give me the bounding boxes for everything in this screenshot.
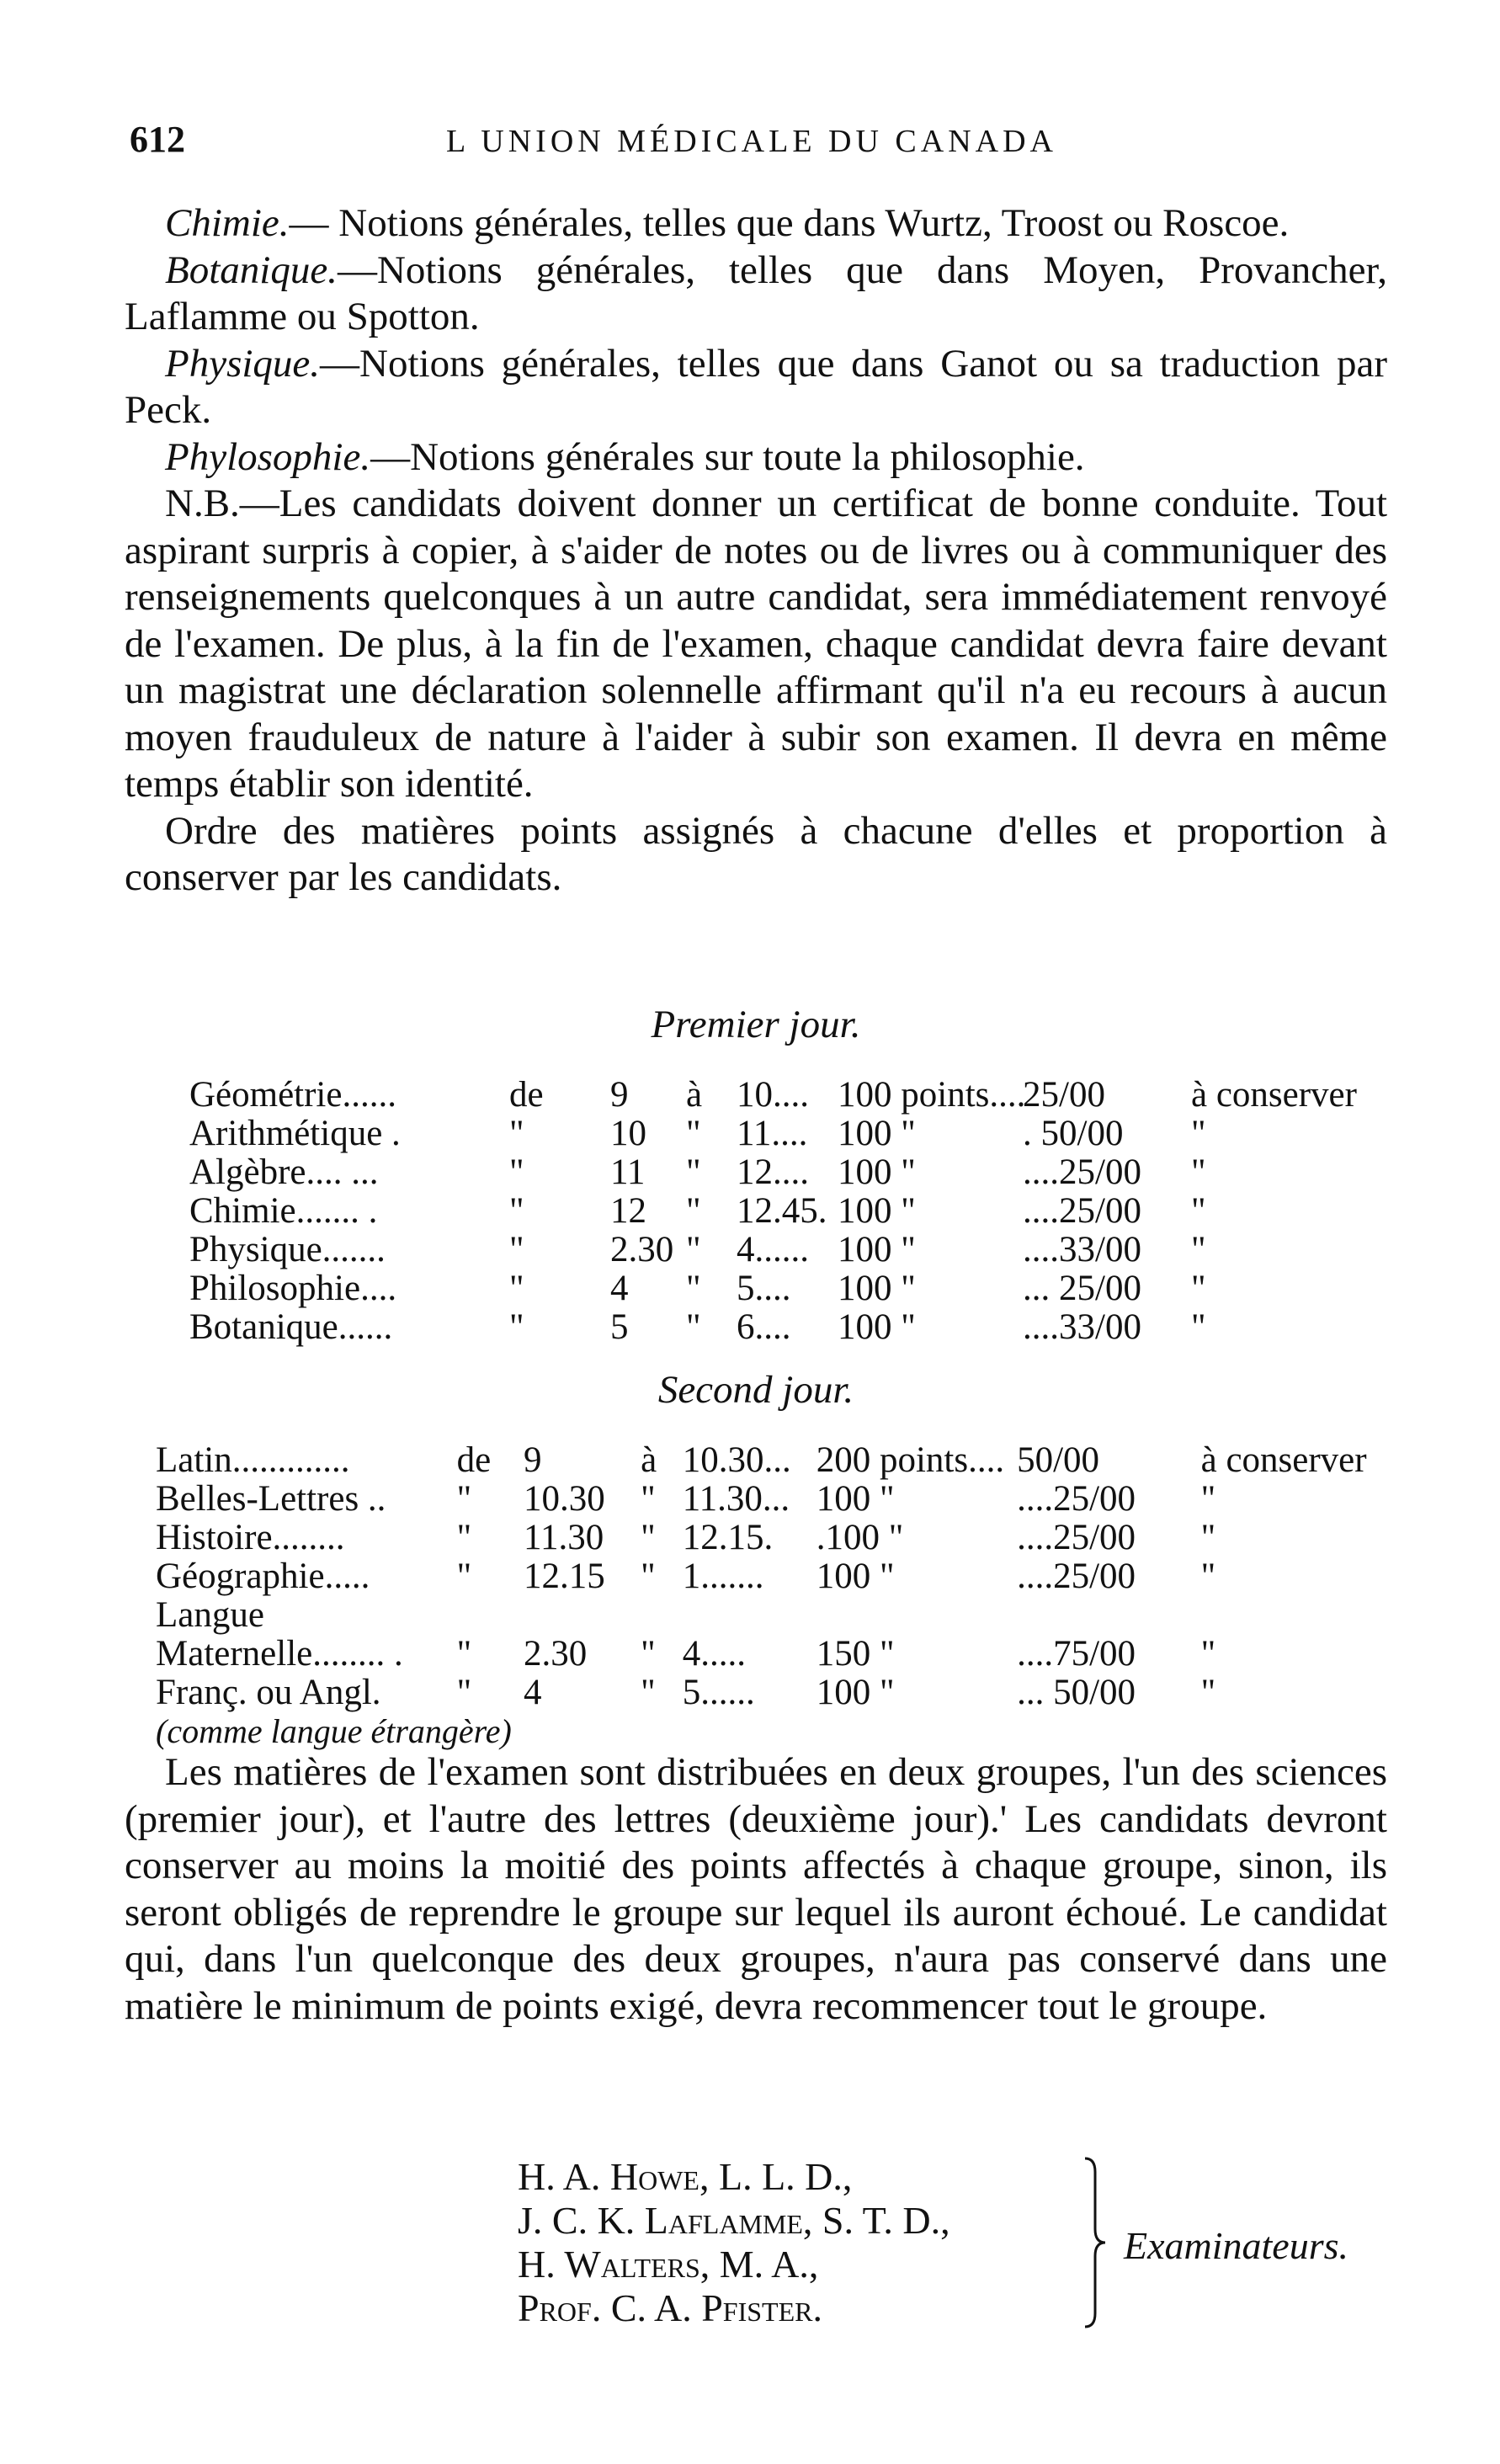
subject-name: Physique.	[165, 341, 321, 386]
row-de: "	[456, 1479, 472, 1519]
row-subject: Franç. ou Angl.	[156, 1673, 381, 1712]
table-row	[189, 1153, 1410, 1192]
program-paragraph-chimie	[125, 200, 1387, 247]
row-a: "	[641, 1673, 656, 1712]
order-intro-paragraph: Ordre des matières points assignés à chacune d'elles et proportion à conserver par les candidats.	[125, 808, 1387, 899]
row-subject: Belles-Lettres ..	[156, 1479, 386, 1519]
closing-section	[125, 1749, 1387, 2030]
row-a: "	[686, 1230, 701, 1269]
signature-name: H. Walters, M. A.,	[518, 2243, 819, 2286]
row-a: "	[641, 1634, 656, 1674]
row-tail: à conserver	[1200, 1440, 1367, 1480]
row-subject: Latin.............	[156, 1440, 350, 1480]
row-points: 100 "	[838, 1114, 916, 1153]
row-end: 10.30...	[682, 1440, 791, 1480]
program-paragraph-physique	[125, 341, 1387, 434]
table-row	[156, 1674, 1402, 1712]
row-end: 12.45.	[737, 1191, 827, 1231]
row-tail: "	[1191, 1152, 1206, 1192]
row-subject: Histoire........	[156, 1518, 345, 1557]
row-subject: Géographie.....	[156, 1557, 370, 1596]
row-keep: ... 25/00	[1023, 1269, 1141, 1308]
table-note: (comme langue étrangère)	[156, 1712, 512, 1750]
subject-text: —Notions générales, telles que dans Ganot ou sa traduction par Peck.	[125, 341, 1387, 432]
row-points: 100 "	[816, 1479, 895, 1519]
row-points: 100 "	[838, 1269, 916, 1308]
row-start: 11	[610, 1152, 646, 1192]
row-points: 100 "	[838, 1230, 916, 1269]
table-row	[156, 1519, 1402, 1557]
row-a: "	[686, 1114, 701, 1153]
row-end: 11.30...	[682, 1479, 790, 1519]
row-subject: Botanique......	[189, 1307, 393, 1347]
row-de: "	[456, 1634, 472, 1674]
row-points: 100 "	[838, 1191, 916, 1231]
row-points: .100 "	[816, 1518, 904, 1557]
page-number: 612	[130, 119, 185, 160]
row-de: "	[456, 1673, 472, 1712]
day1-heading: Premier jour.	[651, 1003, 861, 1046]
row-points: 100 "	[816, 1673, 895, 1712]
row-keep: ....25/00	[1017, 1479, 1136, 1519]
signature-name: J. C. K. Laflamme, S. T. D.,	[518, 2199, 950, 2242]
row-tail: à conserver	[1191, 1075, 1357, 1115]
row-subject: Philosophie....	[189, 1269, 397, 1308]
row-de: "	[509, 1230, 524, 1269]
row-a: "	[686, 1269, 701, 1308]
row-tail: "	[1200, 1634, 1216, 1674]
row-a: "	[686, 1152, 701, 1192]
table-row	[189, 1308, 1410, 1347]
row-start: 12.15	[524, 1557, 605, 1596]
row-subject: Algèbre.... ...	[189, 1152, 379, 1192]
examiners-label: Examinateurs.	[1124, 2224, 1349, 2267]
nb-paragraph	[125, 481, 1387, 808]
row-points: 200 points....	[816, 1440, 1005, 1480]
row-tail: "	[1200, 1557, 1216, 1596]
page-header	[126, 118, 1389, 168]
row-de: "	[509, 1191, 524, 1231]
row-de: "	[509, 1307, 524, 1347]
row-a: à	[686, 1075, 703, 1115]
table-row	[189, 1115, 1410, 1153]
row-tail: "	[1191, 1230, 1206, 1269]
nb-label: N.B.	[165, 482, 240, 525]
subject-text: —Notions générales sur toute la philosophie.	[370, 434, 1085, 479]
subject-name: Botanique.	[165, 247, 338, 292]
row-de: "	[456, 1557, 472, 1596]
row-start: 10.30	[524, 1479, 605, 1519]
row-keep: 50/00	[1017, 1440, 1100, 1480]
row-a: "	[641, 1557, 656, 1596]
row-end: 1.......	[682, 1557, 764, 1596]
row-points: 100 "	[838, 1307, 916, 1347]
row-points: 100 points....	[838, 1075, 1026, 1115]
row-start: 9	[524, 1440, 542, 1480]
table-row	[189, 1269, 1410, 1308]
day2-timetable	[156, 1441, 1402, 1751]
row-de: "	[509, 1114, 524, 1153]
row-end: 4.....	[682, 1634, 747, 1674]
row-end: 4......	[737, 1230, 809, 1269]
row-start: 4	[610, 1269, 629, 1308]
running-head: L UNION MÉDICALE DU CANADA	[446, 124, 1057, 159]
table-row	[156, 1596, 1402, 1674]
row-de: "	[509, 1269, 524, 1308]
row-keep: ... 50/00	[1017, 1673, 1136, 1712]
row-subject: Géométrie......	[189, 1075, 396, 1115]
closing-paragraph: Les matières de l'examen sont distribuées en deux groupes, l'un des sciences (premier jour), et l'autre des lettres (deuxième jour).' Les candidats devront conserver au moins la moitié des points affectés à chaque groupe, sinon, ils seront obligés de reprendre le groupe sur lequel ils auront échoué. Le candidat qui, dans l'un quelconque des deux groupes, n'aura pas conservé dans une matière le minimum de points exigé, devra recommencer tout le groupe.	[125, 1750, 1387, 2028]
signature-block	[518, 2155, 1359, 2330]
row-de: de	[456, 1440, 492, 1480]
table-row	[189, 1231, 1410, 1269]
row-end: 5....	[737, 1269, 791, 1308]
table-row	[156, 1480, 1402, 1519]
row-de: de	[509, 1075, 544, 1115]
signature-name: H. A. Howe, L. L. D.,	[518, 2155, 853, 2198]
row-end: 11....	[737, 1114, 808, 1153]
subject-text: —Notions générales, telles que dans Moyen, Provancher, Laflamme ou Spotton.	[125, 247, 1387, 338]
row-end: 5......	[682, 1673, 755, 1712]
row-keep: ....25/00	[1023, 1152, 1141, 1192]
row-a: "	[641, 1518, 656, 1557]
table-row	[156, 1557, 1402, 1596]
row-keep: 25/00	[1023, 1075, 1105, 1115]
row-end: 12.15.	[682, 1518, 774, 1557]
subject-name: Phylosophie.	[165, 434, 371, 479]
row-a: "	[686, 1307, 701, 1347]
row-points: 100 "	[816, 1557, 895, 1596]
row-start: 5	[610, 1307, 629, 1347]
program-section	[125, 200, 1387, 902]
row-keep: ....33/00	[1023, 1307, 1141, 1347]
row-keep: ....75/00	[1017, 1634, 1136, 1674]
row-points: 150 "	[816, 1634, 895, 1674]
row-subject: Physique.......	[189, 1230, 386, 1269]
row-subject: Arithmétique .	[189, 1114, 401, 1153]
row-keep: ....25/00	[1017, 1557, 1136, 1596]
row-tail: "	[1200, 1479, 1216, 1519]
signature-name: Prof. C. A. Pfister.	[518, 2286, 822, 2329]
row-keep: ....33/00	[1023, 1230, 1141, 1269]
row-tail: "	[1191, 1307, 1206, 1347]
program-paragraph-philosophie	[125, 434, 1387, 482]
row-keep: . 50/00	[1023, 1114, 1124, 1153]
table-row	[156, 1441, 1402, 1480]
row-de: "	[456, 1518, 472, 1557]
row-tail: "	[1191, 1191, 1206, 1231]
row-start: 12	[610, 1191, 646, 1231]
row-tail: "	[1191, 1114, 1206, 1153]
row-start: 2.30	[610, 1230, 674, 1269]
program-paragraph-botanique	[125, 247, 1387, 341]
row-end: 12....	[737, 1152, 809, 1192]
right-brace-icon	[1082, 2155, 1107, 2330]
row-start: 10	[610, 1114, 646, 1153]
subject-text: — Notions générales, telles que dans Wurtz, Troost ou Roscoe.	[289, 201, 1290, 245]
day1-timetable	[189, 1076, 1410, 1347]
table-row	[189, 1192, 1410, 1231]
row-start: 2.30	[524, 1634, 588, 1674]
row-tail: "	[1200, 1673, 1216, 1712]
row-tail: "	[1200, 1518, 1216, 1557]
row-de: "	[509, 1152, 524, 1192]
row-keep: ....25/00	[1023, 1191, 1141, 1231]
row-end: 6....	[737, 1307, 791, 1347]
row-start: 4	[524, 1673, 542, 1712]
table-row	[189, 1076, 1410, 1115]
row-points: 100 "	[838, 1152, 916, 1192]
row-start: 11.30	[524, 1518, 604, 1557]
row-end: 10....	[737, 1075, 809, 1115]
row-a: "	[686, 1191, 701, 1231]
day2-heading: Second jour.	[657, 1368, 854, 1412]
row-a: "	[641, 1479, 656, 1519]
row-a: à	[641, 1440, 657, 1480]
row-start: 9	[610, 1075, 629, 1115]
subject-name: Chimie.	[165, 201, 290, 245]
row-subject: Chimie....... .	[189, 1191, 378, 1231]
row-keep: ....25/00	[1017, 1518, 1136, 1557]
row-subject: Langue Maternelle........ .	[156, 1595, 403, 1674]
row-tail: "	[1191, 1269, 1206, 1308]
nb-text: —Les candidats doivent donner un certificat de bonne conduite. Tout aspirant surpris à copier, à s'aider de notes ou de livres ou à communiquer des renseignements quelconques à un autre candidat, sera immédiatement renvoyé de l'examen. De plus, à la fin de l'examen, chaque candidat devra faire devant un magistrat une déclaration solennelle affirmant qu'il n'a eu recours à aucun moyen frauduleux de nature à l'aider à subir son examen. Il devra en même temps établir son identité.	[125, 482, 1387, 806]
